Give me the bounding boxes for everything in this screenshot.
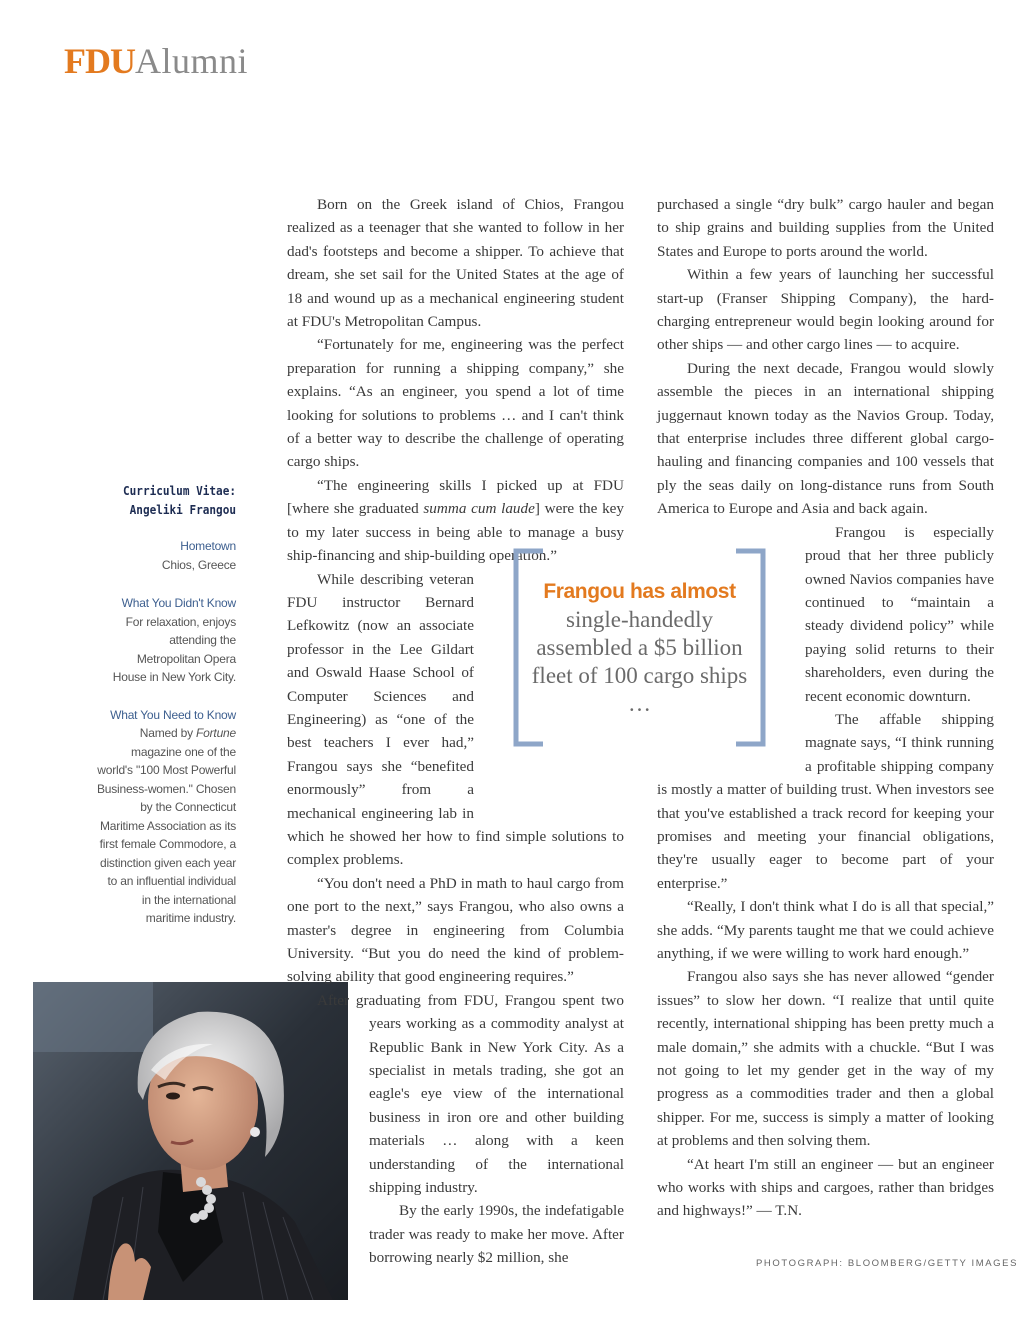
pull-quote-rest: single-handedly assembled a $5 billion fleet of 100 cargo ships … [531, 607, 748, 716]
article-paragraph: During the next decade, Frangou would slowly assemble the pieces in an international shipping juggernaut known today as the Navios Group. Today, that enterprise includes three different global cargo-hauling and financing companies and 100 vessels that ply the seas daily on long-distance runs from South America to Europe and Asia and back again. [657, 359, 994, 518]
article-paragraph: Frangou is especially proud that her three publicly owned Navios companies have continued to “maintain a steady dividend policy” while paying solid returns to their shareholders, even during the recent economic downturn. [805, 523, 994, 705]
article-paragraph: “Fortunately for me, engineering was the perfect preparation for running a shipping company,” she explains. “As an engineer, you spend a lot of time looking for solutions to problems … and I can't think of a better way to describe the challenge of operating cargo ships. [287, 336, 624, 471]
article-italic: summa cum laude [423, 500, 535, 518]
article-text: ] were the key to my later success in being able to manage a busy ship-financing and ship-building operation.” [287, 500, 624, 565]
article-paragraph: Born on the Greek island of Chios, Frangou realized as a teenager that she wanted to follow in her dad's footsteps and become a shipper. To achieve that dream, she set sail for the United States at the age of 18 and wound up as a mechanical engineering student at FDU's Metropolitan Campus. [287, 196, 624, 331]
article-paragraph: “You don't need a PhD in math to haul cargo from one port to the next,” says Frangou, who also owns a master's degree in engineering from Columbia University. “But you do need the kind of problem-solving ability that good engineering requires.” [287, 874, 624, 986]
cv-need-know-fortune: Fortune [196, 726, 236, 740]
cv-hometown-heading: Hometown [180, 539, 236, 553]
cv-need-know [96, 706, 236, 928]
masthead-fdu: FDU [64, 41, 135, 81]
cv-didnt-know-body: For relaxation, enjoys attending the Metropolitan Opera House in New York City. [112, 614, 236, 684]
cv-didnt-know [96, 594, 236, 687]
pull-quote-text [525, 578, 754, 718]
article-paragraph: “Really, I don't think what I do is all that special,” she adds. “My parents taught me that we could achieve anything, if we were willing to work hard enough.” [657, 898, 994, 962]
cv-title-line2: Angeliki Frangou [129, 503, 236, 517]
cv-need-know-text [96, 724, 236, 928]
article-paragraph: After graduating from FDU, Frangou spent two years working as a commodity analyst at Republic Bank in New York City. As a specialist in metals trading, she got an eagle's eye view of the international business in iron ore and other building materials … along with a keen understanding of the international shipping industry. [317, 991, 624, 1197]
masthead-alumni: Alumni [135, 41, 249, 81]
cv-need-know-body: magazine one of the world's "100 Most Powerful Business-women." Chosen by the Connecticut Maritime Association as its first female Commodore, a distinction given each year to an influential individual in the international maritime industry. [96, 744, 236, 925]
article-paragraph: Within a few years of launching her successful start-up (Franser Shipping Company), the hard-charging entrepreneur would begin looking around for other ships — and other cargo lines — to acquire. [657, 266, 994, 354]
article-paragraph: “At heart I'm still an engineer — but an engineer who works with ships and cargoes, rather than bridges and highways!” — T.N. [657, 1155, 994, 1220]
cv-need-know-heading: What You Need to Know [110, 707, 236, 722]
article-paragraph: While describing veteran FDU instructor Bernard Lefkowitz (now an associate professor in the Lee Gildart and Oswald Haase School of Computer Sciences and Engineering) as “one of the best teachers I ever had,” Frangou says she “benefited enormously” from a mechanical engineering lab in which he showed her how to find simple solutions to complex problems. [287, 570, 624, 869]
article-paragraph: The affable shipping magnate says, “I think running a profitable shipping company is mostly a matter of building trust. When investors see that you've established a track record for keeping your promises and meeting your financial obligations, they're usually eager to become part of your enterprise.” [657, 710, 994, 892]
masthead-logo [64, 40, 248, 80]
article-text: “The engineering skills I picked up at FDU [where she graduated [287, 476, 624, 518]
pull-quote-lead: Frangou has almost [543, 580, 736, 603]
article-paragraph: purchased a single “dry bulk” cargo hauler and began to ship grains and building supplies from the United States and Europe to ports around the world. [657, 196, 994, 260]
cv-hometown-value: Chios, Greece [161, 557, 236, 572]
cv-hometown [96, 537, 236, 574]
cv-title-line1: Curriculum Vitae: [122, 484, 236, 498]
article-paragraph: Frangou also says she has never allowed “gender issues” to slow her down. “I realize that until quite recently, international shipping has been pretty much a male domain,” she admits with a chuckle. “But I was not going to let my gender get in the way of my progress as a commodities trader and then a global shipper. For me, success is simply a matter of looking at problems and then solving them. [657, 968, 994, 1150]
article-paragraph: By the early 1990s, the indefatigable trader was ready to make her move. After borrowing nearly $2 million, she [369, 1202, 624, 1267]
cv-sidebar [96, 482, 236, 928]
cv-didnt-know-heading: What You Didn't Know [121, 596, 236, 610]
cv-need-know-pre: Named by [139, 726, 197, 740]
pull-quote [513, 548, 766, 747]
photo-credit: PHOTOGRAPH: BLOOMBERG/GETTY IMAGES [756, 1258, 1019, 1269]
